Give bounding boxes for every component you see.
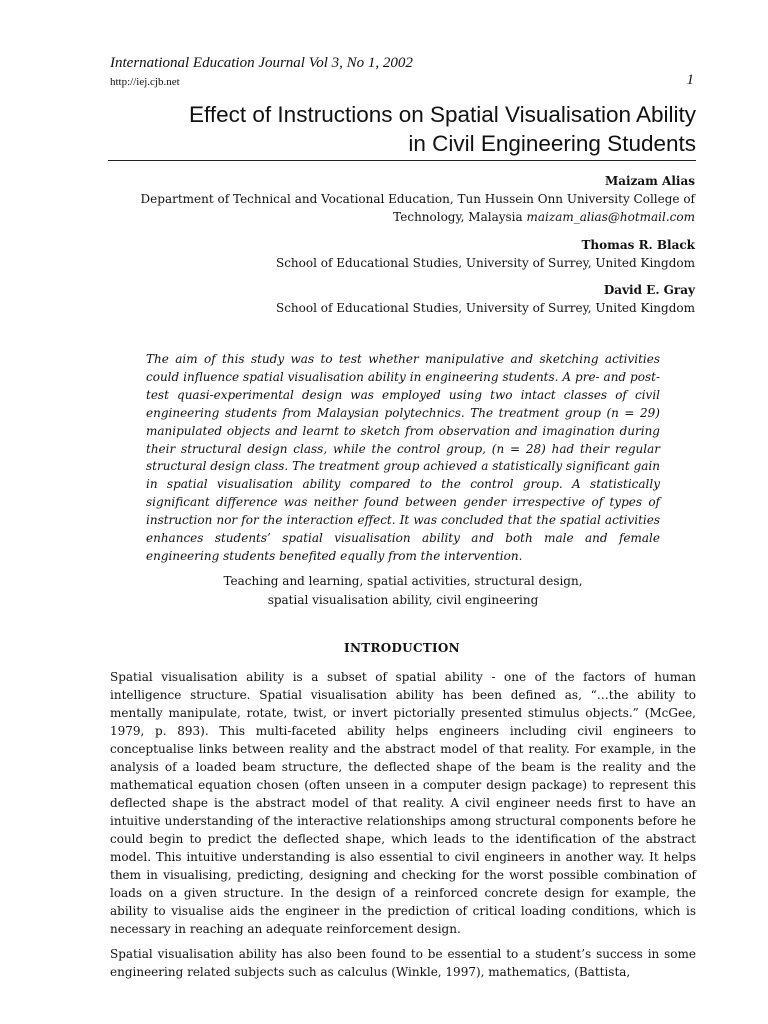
author-name: Thomas R. Black [581, 238, 695, 252]
title-divider [108, 160, 696, 161]
keywords-line-2: spatial visualisation ability, civil engineering [267, 593, 539, 607]
title-line-2: in Civil Engineering Students [408, 131, 696, 156]
paper-title [108, 100, 696, 158]
author-affiliation: School of Educational Studies, University of Surrey, United Kingdom [275, 301, 695, 315]
section-heading: INTRODUCTION [344, 641, 460, 655]
keywords [146, 572, 660, 610]
body-paragraph: Spatial visualisation ability is a subset of spatial ability - one of the factors of human intelligence structure. Spatial visualisation ability has been defined as, “…the ability to mentally manipulate, rotate, twist, or invert pictorially presented stimulus objects.” (McGee, 1979, p. 893). This multi-faceted ability helps engineers including civil engineers to conceptualise links between reality and the abstract model of that reality. For example, in the analysis of a loaded beam structure, the deflected shape of the beam is the reality and the mathematical equation chosen (often unseen in a computer design package) to represent this deflected shape is the abstract model of that reality. A civil engineer needs first to have an intuitive understanding of the interactive relationships among structural components before he could begin to predict the deflected shape, which leads to the identification of the abstract model. This intuitive understanding is also essential to civil engineers in another way. It helps them in visualising, predicting, designing and checking for the worst possible combination of loads on a given structure. In the design of a reinforced concrete design for example, the ability to visualise aids the engineer in the prediction of critical loading conditions, which is necessary in reaching an adequate reinforcement design. [110, 670, 696, 936]
author-name: Maizam Alias [604, 174, 695, 188]
journal-url[interactable]: http://iej.cjb.net [110, 76, 180, 88]
affiliation-text: Department of Technical and Vocational Education, Tun Hussein Onn University College of Technology, Malaysia [140, 192, 695, 224]
author-email[interactable]: maizam_alias@hotmail.com [526, 210, 695, 224]
author-name: David E. Gray [603, 283, 695, 297]
author-affiliation: School of Educational Studies, University of Surrey, United Kingdom [275, 256, 695, 270]
title-line-1: Effect of Instructions on Spatial Visualisation Ability [189, 102, 696, 127]
page-number: 1 [686, 72, 694, 88]
body-paragraph: Spatial visualisation ability has also been found to be essential to a student’s success in some engineering related subjects such as calculus (Winkle, 1997), mathematics, (Battista, [110, 947, 696, 979]
abstract: The aim of this study was to test whether manipulative and sketching activities could influence spatial visualisation ability in engineering students. A pre- and post-test quasi-experimental design was employed using two intact classes of civil engineering students from Malaysian polytechnics. The treatment group (n = 29) manipulated objects and learnt to sketch from observation and imagination during their structural design class, while the control group, (n = 28) had their regular structural design class. The treatment group achieved a statistically significant gain in spatial visualisation ability compared to the control group. A statistically significant difference was neither found between gender irrespective of types of instruction nor for the interaction effect. It was concluded that the spatial activities enhances students’ spatial visualisation ability and both male and female engineering students benefited equally from the intervention. [146, 352, 660, 563]
journal-name: International Education Journal Vol 3, No 1, 2002 [110, 55, 413, 71]
keywords-line-1: Teaching and learning, spatial activities, structural design, [223, 574, 583, 588]
author-affiliation [95, 190, 695, 226]
